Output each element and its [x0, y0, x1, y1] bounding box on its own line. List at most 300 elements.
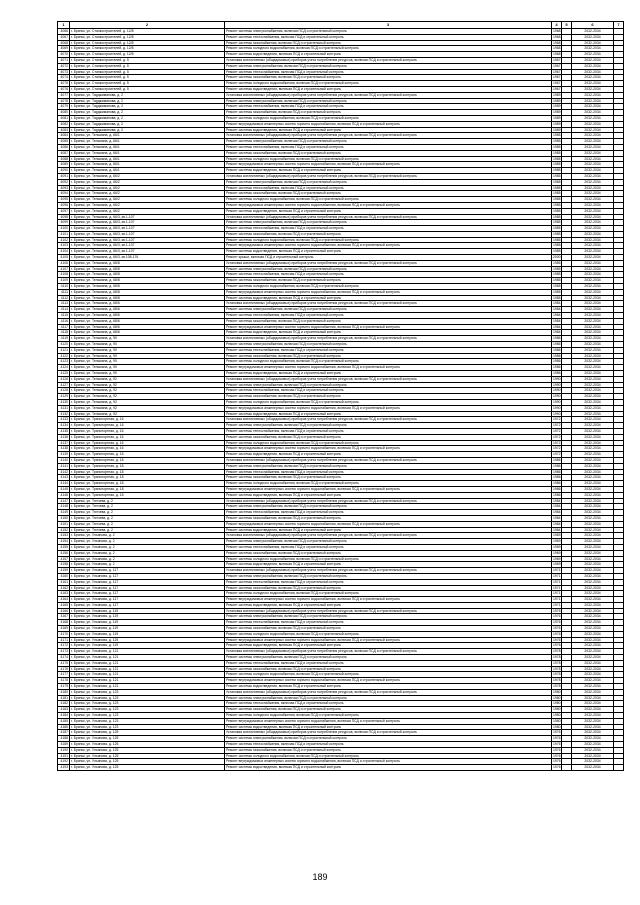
- build-year-cell: 1985: [553, 214, 561, 219]
- build-year-cell: 1976: [553, 643, 561, 648]
- row-number-cell: 4153: [58, 533, 70, 539]
- build-year-cell: 1967: [553, 81, 561, 86]
- repair-period-cell: 2032-2034: [572, 185, 614, 191]
- work-type-cell: Ремонт системы газоснабжения, включая ПСД и строительный контроль: [225, 40, 552, 46]
- build-year-cell: 1984: [553, 527, 561, 532]
- build-year-cell: 1984: [553, 515, 561, 520]
- build-year-cell: 1972: [553, 417, 561, 422]
- row-number-cell: 4147: [58, 498, 70, 504]
- repair-period-cell: 2032-2034: [572, 579, 614, 585]
- address-cell: г. Брянск, ул. Тельмана, д. 90: [70, 353, 225, 359]
- work-type-cell: Ремонт внутридомовых инженерных систем горячего водоснабжения, включая ПСД и строительный контроль: [225, 202, 552, 208]
- repair-period-cell: 2032-2034: [572, 463, 614, 469]
- repair-period-cell: 2032-2034: [572, 585, 614, 591]
- work-type-cell: Установка коллективных (общедомовых) приборов учета потребления ресурсов, включая ПСД и строительный контроль: [225, 214, 552, 220]
- row-number-cell: 4164: [58, 597, 70, 603]
- build-year-cell: 1967: [553, 57, 561, 62]
- repair-period-cell: 2032-2034: [572, 388, 614, 394]
- work-type-cell: Ремонт системы газоснабжения, включая ПСД и строительный контроль: [225, 318, 552, 324]
- row-number-cell: 4131: [58, 405, 70, 411]
- repair-period-cell: 2032-2034: [572, 255, 614, 261]
- row-number-cell: 4148: [58, 504, 70, 510]
- work-type-cell: Ремонт системы холодного водоснабжения, включая ПСД и строительный контроль: [225, 440, 552, 446]
- build-year-cell: 1980: [553, 713, 561, 718]
- repair-period-cell: 2032-2034: [572, 115, 614, 121]
- repair-period-cell: 2032-2034: [572, 724, 614, 730]
- row-number-cell: 4082: [58, 121, 70, 127]
- row-number-cell: 4126: [58, 376, 70, 382]
- row-number-cell: 4185: [58, 718, 70, 724]
- build-year-cell: 1972: [553, 423, 561, 428]
- build-year-cell: 1972: [553, 446, 561, 451]
- work-type-cell: Ремонт системы электроснабжения, включая ПСД и строительный контроль: [225, 504, 552, 510]
- repair-period-cell: 2032-2034: [572, 707, 614, 713]
- address-cell: г. Брянск, ул. Тельмана, д. 68/8: [70, 278, 225, 284]
- address-cell: г. Брянск, ул. Ульянова, д. 119: [70, 643, 225, 649]
- row-number-cell: 4116: [58, 318, 70, 324]
- work-type-cell: Ремонт крыши, включая ПСД и строительный контроль: [225, 255, 552, 261]
- build-year-cell: 1984: [553, 324, 561, 329]
- repair-period-cell: 2032-2034: [572, 701, 614, 707]
- row-number-cell: 4190: [58, 747, 70, 753]
- row-number-cell: 4186: [58, 724, 70, 730]
- row-number-cell: 4088: [58, 156, 70, 162]
- repair-period-cell: 2032-2034: [572, 620, 614, 626]
- address-cell: г. Брянск, ул. Ульянова, д. 119: [70, 608, 225, 614]
- work-type-cell: Установка коллективных (общедомовых) приборов учета потребления ресурсов, включая ПСД и строительный контроль: [225, 568, 552, 574]
- build-year-cell: 1976: [553, 759, 561, 764]
- work-type-cell: Ремонт системы холодного водоснабжения, включая ПСД и строительный контроль: [225, 591, 552, 597]
- address-cell: г. Брянск, ул. Ульянова, д. 117: [70, 591, 225, 597]
- header-cell-col7: 7: [614, 22, 624, 29]
- address-cell: г. Брянск, ул. Транспортная, д. 18: [70, 475, 225, 481]
- row-number-cell: 4102: [58, 237, 70, 243]
- row-number-cell: 4096: [58, 202, 70, 208]
- work-type-cell: Ремонт внутридомовых инженерных систем горячего водоснабжения, включая ПСД и строительный контроль: [225, 718, 552, 724]
- build-year-cell: 1990: [553, 376, 561, 381]
- row-number-cell: 4168: [58, 620, 70, 626]
- repair-period-cell: 2032-2034: [572, 376, 614, 382]
- address-cell: г. Брянск, ул. Ульянова, д. 121: [70, 678, 225, 684]
- build-year-cell: 1976: [553, 736, 561, 741]
- build-year-cell: 1980: [553, 718, 561, 723]
- repair-period-cell: 2032-2034: [572, 289, 614, 295]
- row-number-cell: 4184: [58, 713, 70, 719]
- work-type-cell: Ремонт системы электроснабжения, включая ПСД и строительный контроль: [225, 342, 552, 348]
- build-year-cell: 1990: [553, 388, 561, 393]
- address-cell: г. Брянск, ул. Тютчева, д. 2: [70, 521, 225, 527]
- row-number-cell: 4128: [58, 388, 70, 394]
- work-type-cell: Ремонт системы водоотведения, включая ПСД и строительный контроль: [225, 643, 552, 649]
- work-type-cell: Ремонт системы теплоснабжения, включая ПСД и строительный контроль: [225, 579, 552, 585]
- repair-period-cell: 2032-2034: [572, 457, 614, 463]
- build-year-cell: 1985: [553, 150, 561, 155]
- build-year-cell: 1976: [553, 608, 561, 613]
- work-type-cell: Ремонт системы газоснабжения, включая ПСД и строительный контроль: [225, 434, 552, 440]
- repair-period-cell: 2032-2034: [572, 220, 614, 226]
- build-year-cell: 1969: [553, 556, 561, 561]
- address-cell: г. Брянск, ул. Тютчева, д. 2: [70, 515, 225, 521]
- repair-period-cell: 2032-2034: [572, 736, 614, 742]
- build-year-cell: 1989: [553, 121, 561, 126]
- address-cell: г. Брянск, ул. Станкостроителей, д. 5: [70, 81, 225, 87]
- row-number-cell: 4139: [58, 452, 70, 458]
- build-year-cell: 1967: [553, 63, 561, 68]
- build-year-cell: 1978: [553, 684, 561, 689]
- header-cell-col5: 5: [562, 22, 572, 29]
- address-cell: г. Брянск, ул. Ульянова, д. 117: [70, 579, 225, 585]
- build-year-cell: 1985: [553, 197, 561, 202]
- address-cell: г. Брянск, ул. Ульянова, д. 121: [70, 660, 225, 666]
- row-number-cell: 4146: [58, 492, 70, 498]
- build-year-cell: 1971: [553, 597, 561, 602]
- address-cell: г. Брянск, ул. Ульянова, д. 123: [70, 724, 225, 730]
- repair-period-cell: 2032-2034: [572, 330, 614, 336]
- row-number-cell: 4074: [58, 75, 70, 81]
- repair-period-cell: 2032-2034: [572, 208, 614, 214]
- work-type-cell: Ремонт внутридомовых инженерных систем горячего водоснабжения, включая ПСД и строительный контроль: [225, 486, 552, 492]
- address-cell: г. Брянск, ул. Тельмана, д. 92: [70, 376, 225, 382]
- work-type-cell: Ремонт системы теплоснабжения, включая ПСД и строительный контроль: [225, 34, 552, 40]
- work-type-cell: Ремонт системы электроснабжения, включая ПСД и строительный контроль: [225, 63, 552, 69]
- work-type-cell: Ремонт системы теплоснабжения, включая ПСД и строительный контроль: [225, 510, 552, 516]
- repair-period-cell: 2032-2034: [572, 243, 614, 249]
- address-cell: г. Брянск, ул. Ульянова, д. 2: [70, 562, 225, 568]
- repair-period-cell: 2032-2034: [572, 411, 614, 417]
- work-type-cell: Ремонт системы электроснабжения, включая ПСД и строительный контроль: [225, 655, 552, 661]
- repair-period-cell: 2032-2034: [572, 405, 614, 411]
- build-year-cell: 1978: [553, 678, 561, 683]
- work-type-cell: Ремонт системы электроснабжения, включая ПСД и строительный контроль: [225, 736, 552, 742]
- build-year-cell: 1986: [553, 336, 561, 341]
- row-number-cell: 4070: [58, 52, 70, 58]
- address-cell: г. Брянск, ул. Тельмана, д. 66/1: [70, 139, 225, 145]
- address-cell: г. Брянск, ул. Ульянова, д. 125: [70, 765, 225, 771]
- row-number-cell: 4177: [58, 672, 70, 678]
- work-type-cell: Ремонт внутридомовых инженерных систем горячего водоснабжения, включая ПСД и строительный контроль: [225, 243, 552, 249]
- repair-period-cell: 2032-2034: [572, 602, 614, 608]
- work-type-cell: Ремонт системы электроснабжения, включая ПСД и строительный контроль: [225, 382, 552, 388]
- repair-period-cell: 2032-2034: [572, 318, 614, 324]
- address-cell: г. Брянск, ул. Тельмана, д. 66/1: [70, 162, 225, 168]
- address-cell: г. Брянск, ул. Тютчева, д. 2: [70, 510, 225, 516]
- address-cell: г. Брянск, ул. Тельмана, д. 90: [70, 371, 225, 377]
- address-cell: г. Брянск, ул. Тельмана, д. 66/2: [70, 197, 225, 203]
- repair-period-cell: 2032-2034: [572, 655, 614, 661]
- repair-period-cell: 2032-2034: [572, 591, 614, 597]
- repair-period-cell: 2032-2034: [572, 63, 614, 69]
- repair-period-cell: 2032-2034: [572, 237, 614, 243]
- build-year-cell: 1976: [553, 753, 561, 758]
- repair-period-cell: 2032-2034: [572, 510, 614, 516]
- work-type-cell: Ремонт системы водоотведения, включая ПСД и строительный контроль: [225, 411, 552, 417]
- row-number-cell: 4165: [58, 602, 70, 608]
- build-year-cell: 1986: [553, 359, 561, 364]
- repair-period-cell: 2032-2034: [572, 144, 614, 150]
- build-year-cell: 1968: [553, 46, 561, 51]
- build-year-cell: 1984: [553, 318, 561, 323]
- repair-period-cell: 2032-2034: [572, 730, 614, 736]
- address-cell: г. Брянск, ул. Ульянова, д. 119: [70, 626, 225, 632]
- row-number-cell: 4078: [58, 98, 70, 104]
- work-type-cell: Ремонт системы водоотведения, включая ПСД и строительный контроль: [225, 208, 552, 214]
- address-cell: г. Брянск, ул. Транспортная, д. 16: [70, 428, 225, 434]
- work-type-cell: Ремонт системы холодного водоснабжения, включая ПСД и строительный контроль: [225, 753, 552, 759]
- row-number-cell: 4187: [58, 730, 70, 736]
- address-cell: г. Брянск, ул. Тарджиманова, д. 2: [70, 121, 225, 127]
- work-type-cell: Установка коллективных (общедомовых) приборов учета потребления ресурсов, включая ПСД и строительный контроль: [225, 457, 552, 463]
- address-cell: г. Брянск, ул. Ульянова, д. 123: [70, 689, 225, 695]
- build-year-cell: 1985: [553, 191, 561, 196]
- repair-period-cell: 2032-2034: [572, 486, 614, 492]
- work-type-cell: Ремонт системы газоснабжения, включая ПСД и строительный контроль: [225, 515, 552, 521]
- repair-period-cell: 2032-2034: [572, 521, 614, 527]
- work-type-cell: Ремонт системы водоотведения, включая ПСД и строительный контроль: [225, 452, 552, 458]
- address-cell: г. Брянск, ул. Транспортная, д. 18: [70, 463, 225, 469]
- row-number-cell: 4145: [58, 486, 70, 492]
- build-year-cell: 1972: [553, 440, 561, 445]
- address-cell: г. Брянск, ул. Ульянова, д. 121: [70, 666, 225, 672]
- build-year-cell: 1985: [553, 208, 561, 213]
- repair-period-cell: 2032-2034: [572, 284, 614, 290]
- build-year-cell: 1986: [553, 486, 561, 491]
- address-cell: г. Брянск, ул. Станкостроителей, д. 5: [70, 57, 225, 63]
- repair-period-cell: 2032-2034: [572, 260, 614, 266]
- address-cell: г. Брянск, ул. Тельмана, д. 66/3, кв.1-107: [70, 237, 225, 243]
- work-type-cell: Ремонт системы теплоснабжения, включая ПСД и строительный контроль: [225, 226, 552, 232]
- work-type-cell: Ремонт системы теплоснабжения, включая ПСД и строительный контроль: [225, 347, 552, 353]
- row-number-cell: 4099: [58, 220, 70, 226]
- address-cell: г. Брянск, ул. Ульянова, д. 125: [70, 753, 225, 759]
- address-cell: г. Брянск, ул. Тельмана, д. 66/3, кв.1-107: [70, 214, 225, 220]
- build-year-cell: 1972: [553, 428, 561, 433]
- repair-period-cell: 2032-2034: [572, 649, 614, 655]
- page-number: 189: [312, 872, 328, 882]
- work-type-cell: Ремонт системы водоотведения, включая ПСД и строительный контроль: [225, 492, 552, 498]
- repair-period-cell: 2032-2034: [572, 597, 614, 603]
- build-year-cell: 1985: [553, 220, 561, 225]
- row-number-cell: 4114: [58, 307, 70, 313]
- address-cell: г. Брянск, ул. Тельмана, д. 90: [70, 347, 225, 353]
- row-number-cell: 4069: [58, 46, 70, 52]
- repair-period-cell: 2032-2034: [572, 156, 614, 162]
- repair-period-cell: 2032-2034: [572, 713, 614, 719]
- build-year-cell: 1985: [553, 284, 561, 289]
- address-cell: г. Брянск, ул. Тельмана, д. 66/2: [70, 179, 225, 185]
- repair-period-cell: 2032-2034: [572, 202, 614, 208]
- repair-period-cell: 2032-2034: [572, 626, 614, 632]
- build-year-cell: 1969: [553, 562, 561, 567]
- repair-period-cell: 2032-2034: [572, 631, 614, 637]
- work-type-cell: Ремонт системы газоснабжения, включая ПСД и строительный контроль: [225, 475, 552, 481]
- build-year-cell: 1971: [553, 591, 561, 596]
- address-cell: г. Брянск, ул. Тютчева, д. 2: [70, 527, 225, 533]
- row-number-cell: 4086: [58, 144, 70, 150]
- build-year-cell: 1985: [553, 173, 561, 178]
- build-year-cell: 1989: [553, 98, 561, 103]
- row-number-cell: 4178: [58, 678, 70, 684]
- work-type-cell: Ремонт системы электроснабжения, включая ПСД и строительный контроль: [225, 423, 552, 429]
- work-type-cell: Установка коллективных (общедомовых) приборов учета потребления ресурсов, включая ПСД и строительный контроль: [225, 533, 552, 539]
- row-number-cell: 4071: [58, 57, 70, 63]
- repair-period-cell: 2032-2034: [572, 313, 614, 319]
- repair-period-cell: 2032-2034: [572, 104, 614, 110]
- repair-period-cell: 2032-2034: [572, 765, 614, 771]
- build-year-cell: 1985: [553, 295, 561, 300]
- build-year-cell: 1989: [553, 92, 561, 97]
- work-type-cell: Ремонт системы газоснабжения, включая ПСД и строительный контроль: [225, 707, 552, 713]
- repair-period-cell: 2032-2034: [572, 359, 614, 365]
- repair-period-cell: 2032-2034: [572, 417, 614, 423]
- repair-schedule-table: [57, 21, 624, 771]
- build-year-cell: 1989: [553, 104, 561, 109]
- build-year-cell: 1985: [553, 185, 561, 190]
- build-year-cell: 1969: [553, 539, 561, 544]
- repair-period-cell: 2032-2034: [572, 672, 614, 678]
- row-number-cell: 4155: [58, 544, 70, 550]
- build-year-cell: 1978: [553, 666, 561, 671]
- row-number-cell: 4100: [58, 226, 70, 232]
- row-number-cell: 4181: [58, 695, 70, 701]
- row-number-cell: 4103: [58, 243, 70, 249]
- row-number-cell: 4193: [58, 765, 70, 771]
- row-number-cell: 4124: [58, 365, 70, 371]
- work-type-cell: Ремонт системы теплоснабжения, включая ПСД и строительный контроль: [225, 701, 552, 707]
- address-cell: г. Брянск, ул. Тельмана, д. 68/6: [70, 307, 225, 313]
- build-year-cell: 1986: [553, 371, 561, 376]
- work-type-cell: Ремонт системы водоотведения, включая ПСД и строительный контроль: [225, 684, 552, 690]
- address-cell: г. Брянск, ул. Тютчева, д. 2: [70, 504, 225, 510]
- address-cell: г. Брянск, ул. Транспортная, д. 18: [70, 486, 225, 492]
- repair-period-cell: 2032-2034: [572, 550, 614, 556]
- address-cell: г. Брянск, ул. Тельмана, д. 66/1: [70, 150, 225, 156]
- work-type-cell: Ремонт системы холодного водоснабжения, включая ПСД и строительный контроль: [225, 197, 552, 203]
- build-year-cell: 1990: [553, 400, 561, 404]
- build-year-cell: 1990: [553, 394, 561, 399]
- capital-repair-table-page: [57, 21, 623, 771]
- repair-period-cell: 2032-2034: [572, 231, 614, 237]
- work-type-cell: Ремонт внутридомовых инженерных систем горячего водоснабжения, включая ПСД и строительный контроль: [225, 289, 552, 295]
- work-type-cell: Ремонт системы газоснабжения, включая ПСД и строительный контроль: [225, 394, 552, 400]
- row-number-cell: 4154: [58, 539, 70, 545]
- repair-period-cell: 2032-2034: [572, 162, 614, 168]
- work-type-cell: Ремонт системы холодного водоснабжения, включая ПСД и строительный контроль: [225, 631, 552, 637]
- work-type-cell: Ремонт системы теплоснабжения, включая ПСД и строительный контроль: [225, 69, 552, 75]
- work-type-cell: Ремонт системы электроснабжения, включая ПСД и строительный контроль: [225, 139, 552, 145]
- repair-period-cell: 2032-2034: [572, 469, 614, 475]
- address-cell: г. Брянск, ул. Тельмана, д. 92: [70, 405, 225, 411]
- work-type-cell: Ремонт системы газоснабжения, включая ПСД и строительный контроль: [225, 747, 552, 753]
- repair-period-cell: 2032-2034: [572, 400, 614, 406]
- address-cell: г. Брянск, ул. Тельмана, д. 68/8: [70, 266, 225, 272]
- work-type-cell: Ремонт системы теплоснабжения, включая ПСД и строительный контроль: [225, 185, 552, 191]
- build-year-cell: 1984: [553, 313, 561, 318]
- repair-period-cell: 2032-2034: [572, 168, 614, 174]
- repair-period-cell: 2032-2034: [572, 747, 614, 753]
- table-row: [58, 765, 624, 771]
- row-number-cell: 4162: [58, 585, 70, 591]
- address-cell: г. Брянск, ул. Станкостроителей, д. 12/8: [70, 34, 225, 40]
- work-type-cell: Установка коллективных (общедомовых) приборов учета потребления ресурсов, включая ПСД и строительный контроль: [225, 608, 552, 614]
- address-cell: г. Брянск, ул. Станкостроителей, д. 5: [70, 86, 225, 92]
- header-cell-col6: 6: [572, 22, 614, 29]
- row-number-cell: 4083: [58, 127, 70, 133]
- address-cell: г. Брянск, ул. Ульянова, д. 123: [70, 713, 225, 719]
- address-cell: г. Брянск, ул. Станкостроителей, д. 5: [70, 63, 225, 69]
- address-cell: г. Брянск, ул. Тарджиманова, д. 2: [70, 98, 225, 104]
- row-number-cell: 4118: [58, 330, 70, 336]
- repair-period-cell: 2032-2034: [572, 342, 614, 348]
- work-type-cell: Ремонт системы теплоснабжения, включая ПСД и строительный контроль: [225, 620, 552, 626]
- repair-period-cell: 2032-2034: [572, 394, 614, 400]
- row-number-cell: 4076: [58, 86, 70, 92]
- work-type-cell: Ремонт системы водоотведения, включая ПСД и строительный контроль: [225, 765, 552, 771]
- build-year-cell: 1990: [553, 382, 561, 387]
- work-type-cell: Ремонт системы электроснабжения, включая ПСД и строительный контроль: [225, 573, 552, 579]
- repair-period-cell: 2032-2034: [572, 539, 614, 545]
- row-number-cell: 4120: [58, 342, 70, 348]
- build-year-cell: 1978: [553, 649, 561, 654]
- repair-period-cell: 2032-2034: [572, 568, 614, 574]
- build-year-cell: 1985: [553, 231, 561, 236]
- address-cell: г. Брянск, ул. Тельмана, д. 66/1: [70, 133, 225, 139]
- row-number-cell: 4188: [58, 736, 70, 742]
- address-cell: г. Брянск, ул. Ульянова, д. 123: [70, 718, 225, 724]
- row-number-cell: 4125: [58, 371, 70, 377]
- work-type-cell: Установка коллективных (общедомовых) приборов учета потребления ресурсов, включая ПСД и строительный контроль: [225, 57, 552, 63]
- address-cell: г. Брянск, ул. Тельмана, д. 66/3, кв.1-107: [70, 249, 225, 255]
- build-year-cell: 1980: [553, 724, 561, 729]
- repair-period-cell: 2032-2034: [572, 718, 614, 724]
- build-year-cell: 1984: [553, 521, 561, 526]
- row-number-cell: 4143: [58, 475, 70, 481]
- address-cell: г. Брянск, ул. Тельмана, д. 66/3, кв.1-107: [70, 220, 225, 226]
- repair-period-cell: 2032-2034: [572, 742, 614, 748]
- row-number-cell: 4117: [58, 324, 70, 330]
- build-year-cell: 1967: [553, 69, 561, 74]
- build-year-cell: 1990: [553, 411, 561, 416]
- work-type-cell: Ремонт системы холодного водоснабжения, включая ПСД и строительный контроль: [225, 672, 552, 678]
- build-year-cell: 1984: [553, 498, 561, 503]
- row-number-cell: 4138: [58, 446, 70, 452]
- address-cell: г. Брянск, ул. Тельмана, д. 68/8: [70, 289, 225, 295]
- work-type-cell: Ремонт системы газоснабжения, включая ПСД и строительный контроль: [225, 191, 552, 197]
- build-year-cell: 1985: [553, 266, 561, 271]
- build-year-cell: 1985: [553, 144, 561, 149]
- repair-period-cell: 2032-2034: [572, 614, 614, 620]
- address-cell: г. Брянск, ул. Транспортная, д. 16: [70, 417, 225, 423]
- row-number-cell: 4163: [58, 591, 70, 597]
- work-type-cell: Ремонт системы водоотведения, включая ПСД и строительный контроль: [225, 52, 552, 58]
- row-number-cell: 4113: [58, 301, 70, 307]
- address-cell: г. Брянск, ул. Станкостроителей, д. 12/8: [70, 29, 225, 35]
- build-year-cell: 1976: [553, 637, 561, 642]
- row-number-cell: 4169: [58, 626, 70, 632]
- work-type-cell: Ремонт системы водоотведения, включая ПСД и строительный контроль: [225, 127, 552, 133]
- work-type-cell: Ремонт системы электроснабжения, включая ПСД и строительный контроль: [225, 539, 552, 545]
- row-number-cell: 4106: [58, 260, 70, 266]
- address-cell: г. Брянск, ул. Транспортная, д. 18: [70, 469, 225, 475]
- build-year-cell: 1986: [553, 365, 561, 370]
- work-type-cell: Ремонт системы водоотведения, включая ПСД и строительный контроль: [225, 527, 552, 533]
- row-number-cell: 4141: [58, 463, 70, 469]
- row-number-cell: 4112: [58, 295, 70, 301]
- repair-period-cell: 2032-2034: [572, 481, 614, 487]
- row-number-cell: 4087: [58, 150, 70, 156]
- row-number-cell: 4132: [58, 411, 70, 417]
- row-number-cell: 4172: [58, 643, 70, 649]
- build-year-cell: 1985: [553, 272, 561, 277]
